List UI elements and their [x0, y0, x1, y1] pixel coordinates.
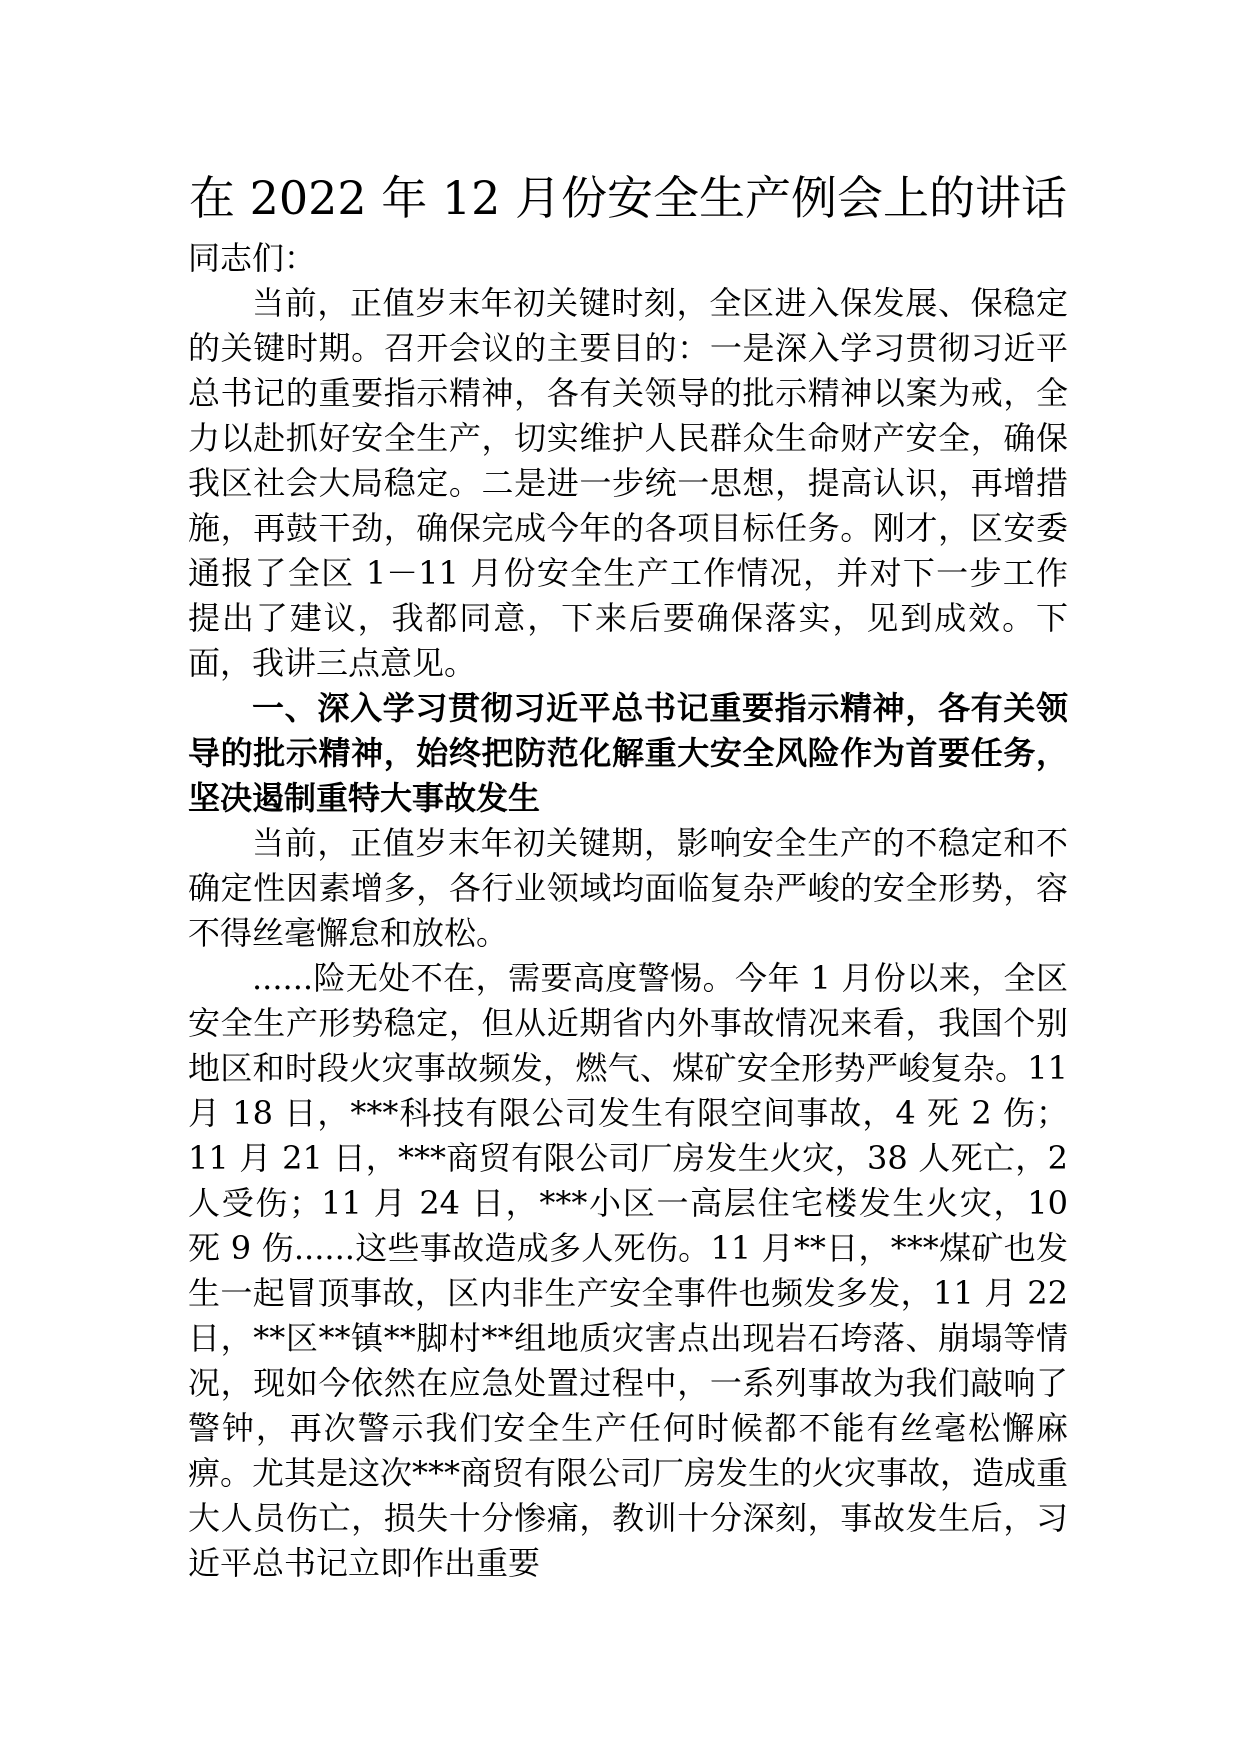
salutation: 同志们： — [188, 239, 317, 277]
paragraph-incidents: ......险无处不在，需要高度警惕。今年 1 月份以来，全区安全生产形势稳定，但从近期省内外事故情况来看，我国个别地区和时段火灾事故频发，燃气、煤矿安全形势严峻复杂。11 月 18 日，***科技有限公司发生有限空间事故，4 死 2 伤；11 月 21 日，***商贸有限公司厂房发生火灾，38 人死亡，2 人受伤；11 月 24 日，***小区一高层住宅楼发生火灾，10 死 9 伤......这些事故造成多人死伤。11 月**日，***煤矿也发生一起冒顶事故，区内非生产安全事件也频发多发，11 月 22 日，**区**镇**脚村**组地质灾害点出现岩石垮落、崩塌等情况，现如今依然在应急处置过程中，一系列事故为我们敲响了警钟，再次警示我们安全生产任何时候都不能有丝毫松懈麻痹。尤其是这次***商贸有限公司厂房发生的火灾事故，造成重大人员伤亡，损失十分惨痛，教训十分深刻，事故发生后，习近平总书记立即作出重要 — [188, 959, 1069, 1582]
paragraph-situation: 当前，正值岁末年初关键期，影响安全生产的不稳定和不确定性因素增多，各行业领域均面临复杂严峻的安全形势，容不得丝毫懈怠和放松。 — [188, 824, 1068, 952]
document-title: 在 2022 年 12 月份安全生产例会上的讲话 — [188, 171, 1068, 225]
section-heading-1: 一、深入学习贯彻习近平总书记重要指示精神，各有关领导的批示精神，始终把防范化解重大安全风险作为首要任务，坚决遏制重特大事故发生 — [188, 689, 1068, 817]
paragraph-intro: 当前，正值岁末年初关键时刻，全区进入保发展、保稳定的关键时期。召开会议的主要目的：一是深入学习贯彻习近平总书记的重要指示精神，各有关领导的批示精神以案为戒，全力以赴抓好安全生产，切实维护人民群众生命财产安全，确保我区社会大局稳定。二是进一步统一思想，提高认识，再增措施，再鼓干劲，确保完成今年的各项目标任务。刚才，区安委通报了全区 1－11 月份安全生产工作情况，并对下一步工作提出了建议，我都同意，下来后要确保落实，见到成效。下面，我讲三点意见。 — [188, 284, 1068, 682]
document-page — [188, 168, 1068, 1586]
